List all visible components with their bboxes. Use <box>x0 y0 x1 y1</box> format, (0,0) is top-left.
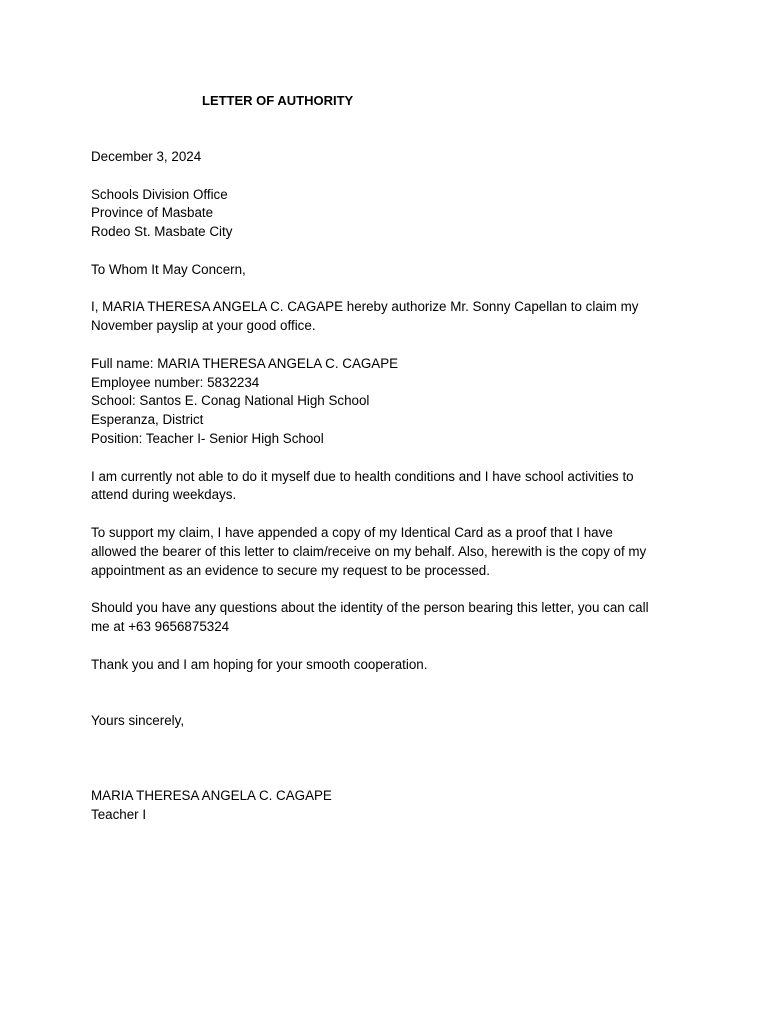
paragraph-line: Should you have any questions about the identity of the person bearing this letter, you can call <box>91 600 649 616</box>
paragraph-line: I am currently not able to do it myself due to health conditions and I have school activities to <box>91 468 634 484</box>
employee-details <box>91 355 676 449</box>
paragraph-line: I, MARIA THERESA ANGELA C. CAGAPE hereby authorize Mr. Sonny Capellan to claim my <box>91 299 639 315</box>
closing: Yours sincerely, <box>91 712 185 728</box>
paragraph-line: attend during weekdays. <box>91 487 237 503</box>
letter-body <box>91 148 676 825</box>
recipient-address <box>91 186 676 242</box>
authorization-paragraph <box>91 298 676 336</box>
recipient-line-3: Rodeo St. Masbate City <box>91 224 233 240</box>
detail-full-name: Full name: MARIA THERESA ANGELA C. CAGAPE <box>91 355 399 371</box>
paragraph-line: me at +63 9656875324 <box>91 618 230 634</box>
letter-date: December 3, 2024 <box>91 149 202 164</box>
letter-title: LETTER OF AUTHORITY <box>202 93 354 108</box>
detail-school: School: Santos E. Conag National High School <box>91 393 370 409</box>
paragraph-line: To support my claim, I have appended a copy of my Identical Card as a proof that I have <box>91 524 613 540</box>
signatory-name: MARIA THERESA ANGELA C. CAGAPE <box>91 788 332 804</box>
contact-paragraph <box>91 599 676 637</box>
salutation: To Whom It May Concern, <box>91 261 246 277</box>
thanks-paragraph: Thank you and I am hoping for your smooth cooperation. <box>91 656 428 672</box>
detail-district: Esperanza, District <box>91 412 204 428</box>
signature-block <box>91 787 676 825</box>
paragraph-line: appointment as an evidence to secure my request to be processed. <box>91 562 490 578</box>
recipient-line-1: Schools Division Office <box>91 186 228 202</box>
detail-employee-number: Employee number: 5832234 <box>91 374 260 390</box>
support-paragraph <box>91 524 676 580</box>
paragraph-line: November payslip at your good office. <box>91 318 316 334</box>
reason-paragraph <box>91 468 676 506</box>
paragraph-line: allowed the bearer of this letter to claim/receive on my behalf. Also, herewith is the copy of my <box>91 543 647 559</box>
recipient-line-2: Province of Masbate <box>91 205 214 221</box>
signatory-title: Teacher I <box>91 806 147 822</box>
detail-position: Position: Teacher I- Senior High School <box>91 430 324 446</box>
